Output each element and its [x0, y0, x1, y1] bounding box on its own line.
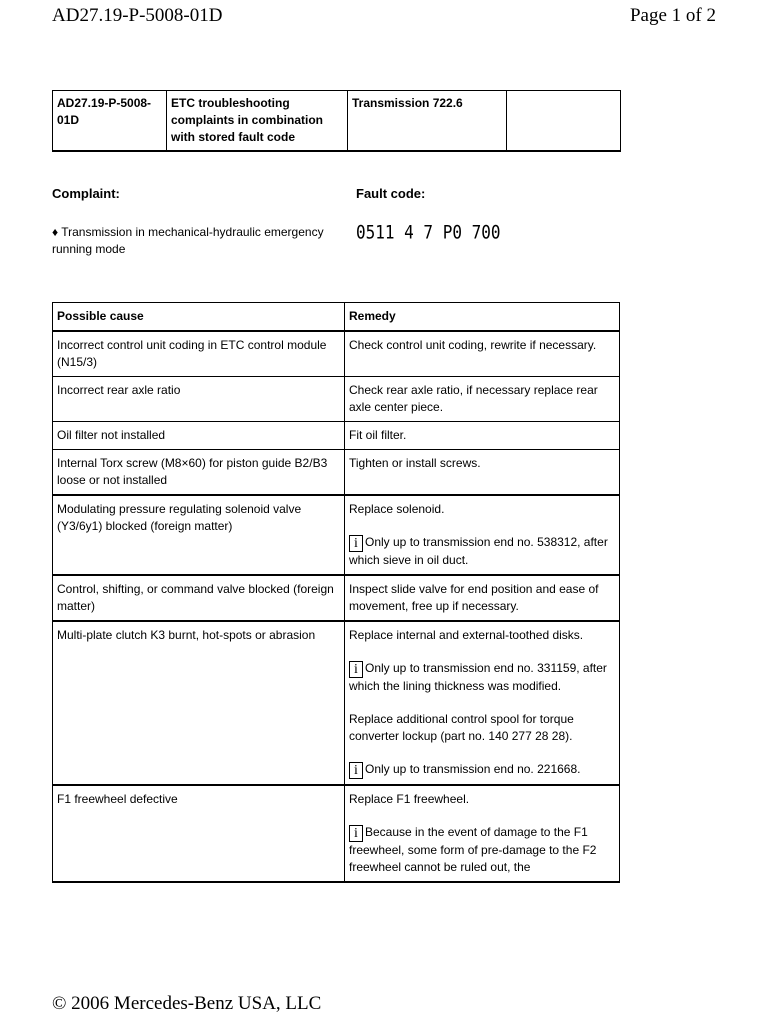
table-row	[53, 495, 620, 575]
cause-cell: Control, shifting, or command valve blocked (foreign matter)	[53, 575, 345, 621]
remedy-line-text: Replace F1 freewheel.	[349, 792, 470, 806]
cause-cell: Modulating pressure regulating solenoid valve (Y3/6y1) blocked (foreign matter)	[53, 495, 345, 575]
fault-code-label: Fault code:	[356, 186, 426, 201]
copyright-footer: © 2006 Mercedes-Benz USA, LLC	[52, 993, 322, 1014]
cause-cell: F1 freewheel defective	[53, 785, 345, 882]
remedy-cell	[345, 377, 620, 422]
remedy-cell	[345, 575, 620, 621]
remedy-text	[349, 427, 615, 444]
info-icon: i	[349, 762, 363, 779]
bullet-icon: ♦	[52, 225, 59, 239]
table-row	[53, 331, 620, 377]
cause-cell: Incorrect rear axle ratio	[53, 377, 345, 422]
remedy-line-text: Check control unit coding, rewrite if necessary.	[349, 338, 597, 352]
title-doc-id: AD27.19-P-5008-01D	[53, 91, 167, 152]
cause-cell: Oil filter not installed	[53, 422, 345, 450]
cause-cell: Incorrect control unit coding in ETC control module (N15/3)	[53, 331, 345, 377]
remedy-text	[349, 627, 615, 644]
remedy-line-text: Replace additional control spool for torque converter lockup (part no. 140 277 28 28).	[349, 712, 574, 743]
page-cutoff	[52, 928, 620, 934]
cause-remedy-table	[52, 302, 620, 883]
remedy-text	[349, 382, 615, 416]
table-row	[53, 450, 620, 496]
remedy-text	[349, 791, 615, 808]
page-indicator: Page 1 of 2	[629, 5, 716, 26]
table-row	[53, 377, 620, 422]
remedy-line-text: Check rear axle ratio, if necessary replace rear axle center piece.	[349, 383, 598, 414]
remedy-line-text: Inspect slide valve for end position and ease of movement, free up if necessary.	[349, 582, 599, 613]
info-icon: i	[349, 825, 363, 842]
remedy-cell	[345, 450, 620, 496]
table-header-row	[53, 303, 620, 332]
remedy-text	[349, 337, 615, 354]
remedy-line-text: Replace solenoid.	[349, 502, 445, 516]
fault-code-value: 0511 4 7 P0 700	[356, 221, 501, 243]
remedy-line-text: Tighten or install screws.	[349, 456, 481, 470]
header-remedy: Remedy	[345, 303, 620, 332]
cause-cell: Multi-plate clutch K3 burnt, hot-spots or abrasion	[53, 621, 345, 785]
remedy-line-text: Only up to transmission end no. 331159, after which the lining thickness was modified.	[349, 661, 607, 693]
table-row	[53, 621, 620, 785]
remedy-text	[349, 711, 615, 745]
remedy-note	[349, 534, 615, 569]
complaint-text: Transmission in mechanical-hydraulic emergency running mode	[52, 225, 324, 256]
remedy-cell	[345, 621, 620, 785]
remedy-note	[349, 761, 615, 779]
complaint-item	[52, 224, 342, 258]
title-extra-cell	[507, 91, 621, 152]
table-row	[53, 575, 620, 621]
page-document-id: AD27.19-P-5008-01D	[52, 5, 223, 26]
info-icon: i	[349, 661, 363, 678]
complaint-label: Complaint:	[52, 186, 120, 201]
remedy-cell	[345, 785, 620, 882]
remedy-note	[349, 660, 615, 695]
cause-cell: Internal Torx screw (M8×60) for piston guide B2/B3 loose or not installed	[53, 450, 345, 496]
remedy-cell	[345, 495, 620, 575]
remedy-line-text: Only up to transmission end no. 221668.	[365, 762, 581, 776]
title-component: Transmission 722.6	[348, 91, 507, 152]
remedy-text	[349, 501, 615, 518]
remedy-text	[349, 581, 615, 615]
remedy-cell	[345, 422, 620, 450]
document-title-table	[52, 90, 621, 152]
header-possible-cause: Possible cause	[53, 303, 345, 332]
title-text: ETC troubleshooting complaints in combination with stored fault code	[167, 91, 348, 152]
remedy-line-text: Fit oil filter.	[349, 428, 407, 442]
table-row	[53, 422, 620, 450]
remedy-line-text: Only up to transmission end no. 538312, after which sieve in oil duct.	[349, 535, 608, 567]
table-row	[53, 785, 620, 882]
remedy-note	[349, 824, 615, 876]
remedy-line-text: Replace internal and external-toothed disks.	[349, 628, 584, 642]
remedy-line-text: Because in the event of damage to the F1 freewheel, some form of pre-damage to the F2 freewheel cannot be ruled out, the	[349, 825, 597, 874]
info-icon: i	[349, 535, 363, 552]
remedy-text	[349, 455, 615, 472]
remedy-cell	[345, 331, 620, 377]
